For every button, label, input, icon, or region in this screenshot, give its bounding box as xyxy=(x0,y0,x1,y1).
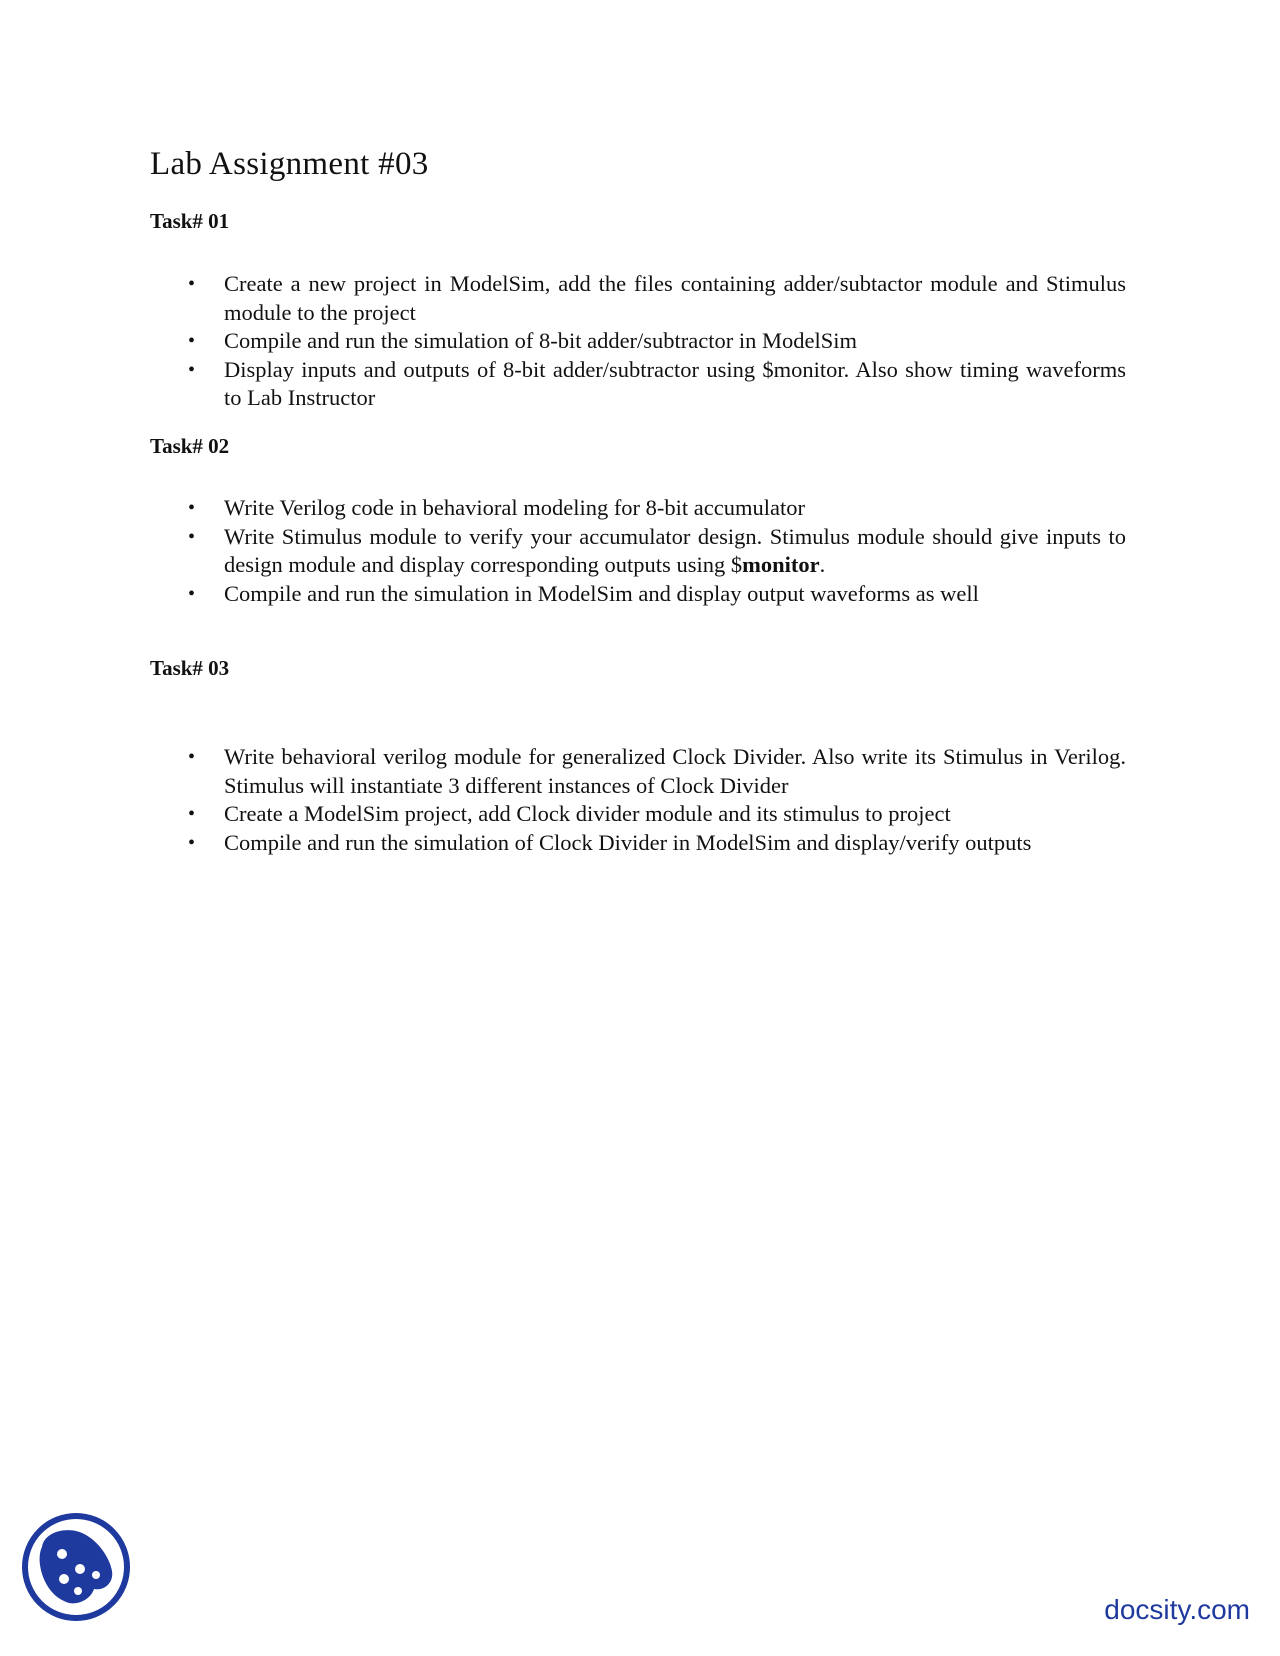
list-item: • Write behavioral verilog module for generalized Clock Divider. Also write its Stimulus in Verilog. Stimulus will instantiate 3 different instances of Clock Divider xyxy=(188,744,1126,798)
list-item-text-after: . xyxy=(819,552,826,577)
list-item-text: Write behavioral verilog module for generalized Clock Divider. Also write its Stimulus in Verilog. Stimulus will instantiate 3 different instances of Clock Divider xyxy=(224,744,1126,798)
docsity-logo-icon[interactable] xyxy=(20,1511,132,1623)
list-item: • Write Stimulus module to verify your accumulator design. Stimulus module should give inputs to design module and display corresponding outputs using $monitor. xyxy=(188,523,1126,577)
list-item-text: Create a ModelSim project, add Clock divider module and its stimulus to project xyxy=(224,801,951,826)
list-item: • Compile and run the simulation of Clock Divider in ModelSim and display/verify outputs xyxy=(188,829,1032,855)
list-item-text-before: Write Stimulus module to verify your accumulator design. Stimulus module should give inputs to design module and display corresponding outputs using $ xyxy=(224,523,1126,577)
task-01-heading: Task# 01 xyxy=(150,209,230,233)
task-03-heading: Task# 03 xyxy=(150,656,230,680)
page-title: Lab Assignment #03 xyxy=(150,146,429,182)
list-item-text: Create a new project in ModelSim, add the files containing adder/subtactor module and Stimulus module to the project xyxy=(224,271,1126,325)
list-item: • Display inputs and outputs of 8-bit adder/subtractor using $monitor. Also show timing waveforms to Lab Instructor xyxy=(188,356,1126,410)
list-item: • Create a new project in ModelSim, add the files containing adder/subtactor module and Stimulus module to the project xyxy=(188,271,1126,325)
task-03-list xyxy=(150,743,1126,857)
list-item-text: Compile and run the simulation of 8-bit adder/subtractor in ModelSim xyxy=(224,328,858,353)
list-item-text: Display inputs and outputs of 8-bit adder/subtractor using $monitor. Also show timing waveforms to Lab Instructor xyxy=(224,356,1126,410)
task-02-list xyxy=(150,494,1126,608)
list-item: • Compile and run the simulation in ModelSim and display output waveforms as well xyxy=(188,580,979,606)
list-item: • Write Verilog code in behavioral modeling for 8-bit accumulator xyxy=(188,495,805,520)
monitor-keyword: monitor xyxy=(742,552,820,577)
task-01-list xyxy=(150,270,1126,413)
docsity-brand-link[interactable]: docsity.com xyxy=(1104,1594,1250,1625)
list-item-text: Compile and run the simulation of Clock Divider in ModelSim and display/verify outputs xyxy=(224,829,1032,855)
docsity-logo-svg xyxy=(20,1511,132,1623)
task-02-heading: Task# 02 xyxy=(150,434,230,458)
list-item-text: Compile and run the simulation in ModelSim and display output waveforms as well xyxy=(224,580,979,606)
list-item-text: Write Verilog code in behavioral modeling for 8-bit accumulator xyxy=(224,495,805,520)
list-item: • Create a ModelSim project, add Clock divider module and its stimulus to project xyxy=(188,801,951,826)
list-item: • Compile and run the simulation of 8-bit adder/subtractor in ModelSim xyxy=(188,328,858,353)
